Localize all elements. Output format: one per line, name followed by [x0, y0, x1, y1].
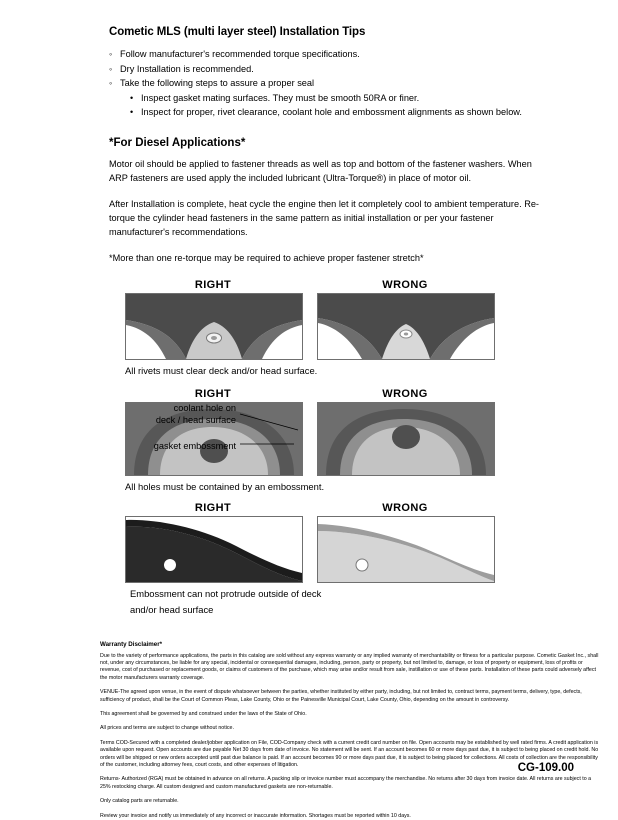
figure-row-rivets — [40, 279, 578, 360]
figure-wrong-rivets — [317, 279, 493, 360]
list-item: ◦ Follow manufacturer's recommended torque specifications. — [109, 47, 578, 62]
warranty-paragraph: Returns- Authorized (RGA) must be obtained in advance on all returns. A packing slip or invoice number must accompany the merchandise. No returns after 30 days from invoice date. All returns are subject to a 25% restocking charge. All custom designed and custom manufactured gaskets are non-returnable. — [100, 776, 592, 790]
figure-caption-holes: All holes must be contained by an embossment. — [125, 480, 325, 492]
installation-tips-list — [109, 47, 578, 120]
list-item-label: Take the following steps to assure a proper seal — [120, 78, 315, 88]
list-item: • Inspect gasket mating surfaces. They must be smooth 50RA or finer. — [130, 91, 578, 106]
figure-label-wrong: WRONG — [382, 278, 428, 291]
figure-image-protrusion-wrong — [317, 516, 495, 583]
warranty-paragraph: This agreement shall be governed by and construed under the laws of the State of Ohio. — [100, 710, 307, 717]
figure-wrong-holes — [317, 388, 493, 476]
callout-coolant-hole-line1: coolant hole on — [173, 402, 236, 413]
warranty-paragraph: Terms COD-Secured with a completed dealer/jobber application on File, COD-Company check with a current credit card number on file. Open accounts may be established by well rated firms. A credit application is available upon request. Open accounts are due payable Net 30 days from date of invoice. No statement will be sent. If an account becomes 60 or more days past due, it is subject to being placed on credit hold. No orders will be shipped or new orders accepted until past due balance is paid. If an account becomes 90 or more days past due, it is subject to being placed for collections. All costs of collection are the responsibility of the customer, including attorney fees, court costs, and other expenses of litigation. — [100, 739, 599, 768]
figure-image-hole-wrong — [317, 402, 495, 476]
figure-right-protrusion — [125, 502, 301, 583]
figure-right-rivets — [125, 279, 301, 360]
document-number: CG-109.00 — [517, 762, 574, 774]
warranty-paragraph: VENUE-The agreed upon venue, in the event of dispute whatsoever between the parties, whether instituted by either party, including, but not limited to, contract terms, payment terms, delivery, type, defects, sufficiency of product, shall be the Court of Common Pleas, Lake County, Ohio or the Painesville Municipal Court, Lake County, Ohio, depending on the amount in controversy. — [100, 689, 582, 703]
section-heading-diesel: *For Diesel Applications* — [109, 136, 246, 149]
callout-gasket-embossment-label: gasket embossment — [153, 440, 236, 451]
figure-row-protrusion — [40, 502, 578, 583]
callout-coolant-hole-line2: deck / head surface — [155, 415, 236, 426]
paragraph-motor-oil: Motor oil should be applied to fastener threads as well as top and bottom of the fastener washers. When ARP fasteners are used apply the included lubricant (Ultra-Torque®) in place of motor oil. — [109, 158, 532, 183]
page-title: Cometic MLS (multi layer steel) Installation Tips — [109, 26, 366, 38]
figure-caption-rivets: All rivets must clear deck and/or head surface. — [125, 364, 318, 376]
figure-caption-wrap-holes — [125, 481, 493, 492]
paragraph-heat-cycle: After Installation is complete, heat cycle the engine then let it completely cool to ambient temperature. Re-torque the cylinder head fasteners in the same pattern as initial installation or per your fastener manufacturer's recommendations. — [109, 198, 539, 238]
figure-wrong-protrusion — [317, 502, 493, 583]
callout-coolant-hole — [112, 402, 236, 427]
warranty-heading: Warranty Disclaimer* — [100, 640, 163, 648]
figure-label-wrong: WRONG — [382, 501, 428, 514]
figure-label-right: RIGHT — [194, 278, 232, 291]
figure-caption-protrusion: Embossment can not protrude outside of deck — [130, 587, 322, 599]
list-item: ◦ Dry Installation is recommended. — [109, 62, 578, 77]
paragraph-retorque-note: *More than one re-torque may be required to achieve proper fastener stretch* — [109, 252, 424, 263]
warranty-section — [100, 641, 600, 820]
warranty-paragraph: Review your invoice and notify us immediately of any incorrect or inaccurate information. Shortages must be reported within 10 days. — [100, 812, 411, 819]
figure-image-protrusion-right — [125, 516, 303, 583]
warranty-paragraph: Due to the variety of performance applications, the parts in this catalog are sold without any express warranty or any implied warranty of merchantability or fitness for a particular purpose. Cometic Gasket Inc., shall not, under any circumstances, be liable for any special, incidental or consequential damages, including, person, party or property, but not limited to, damage, or loss of property or equipment, loss of profits or revenue, cost of purchased or replacement goods, or claims of customers of the purchase, which may arise and/or result from sale, instillation or use of these parts. Installation of these parts could adversely affect the motor manufacturers warranty coverage. — [100, 652, 599, 681]
figure-caption-wrap-protrusion — [120, 588, 498, 615]
figure-image-rivet-wrong — [317, 293, 495, 360]
figure-caption-protrusion-2: and/or head surface — [130, 603, 214, 615]
callout-gasket-embossment — [112, 440, 236, 453]
installation-sub-list — [130, 91, 578, 120]
warranty-paragraph: All prices and terms are subject to change without notice. — [100, 725, 234, 732]
figure-group — [40, 279, 578, 615]
warranty-paragraph: Only catalog parts are returnable. — [100, 798, 179, 805]
figure-image-rivet-right — [125, 293, 303, 360]
figure-label-right: RIGHT — [194, 501, 232, 514]
figure-label-right: RIGHT — [194, 387, 232, 400]
figure-label-wrong: WRONG — [382, 387, 428, 400]
figure-caption-wrap-rivets — [125, 365, 493, 376]
list-item — [109, 76, 578, 120]
list-item: • Inspect for proper, rivet clearance, coolant hole and embossment alignments as shown below. — [130, 105, 578, 120]
